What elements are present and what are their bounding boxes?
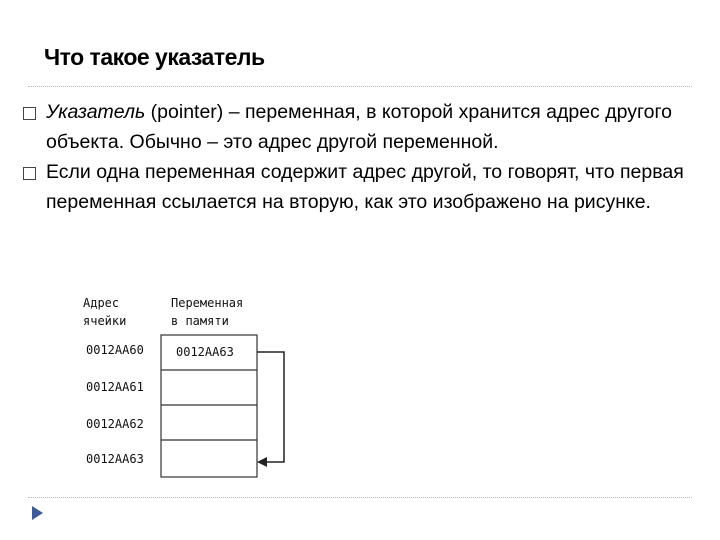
- bullet-reference-explanation: [22, 157, 702, 217]
- slide-title: Что такое указатель: [44, 44, 265, 70]
- memory-cell-value: 0012AA63: [176, 345, 234, 359]
- checkbox-square-icon: [23, 167, 36, 180]
- bullet-text: (pointer) – переменная, в которой хранится адрес другого объекта. Обычно – это адрес другой переменной.: [46, 101, 673, 153]
- bullet-text: Если одна переменная содержит адрес другой, то говорят, что первая переменная ссылается на вторую, как это изображено на рисунке.: [46, 161, 684, 213]
- memory-block: [161, 335, 257, 477]
- footer-divider: [28, 497, 692, 498]
- address-header-line-1: Адрес: [83, 296, 120, 310]
- arrow-head-icon: [257, 457, 267, 467]
- play-triangle-icon[interactable]: [30, 505, 44, 521]
- title-divider: [28, 86, 692, 87]
- checkbox-square-icon: [23, 107, 36, 120]
- slide-body: [22, 97, 702, 217]
- address-label: 0012AA60: [86, 343, 144, 357]
- address-label: 0012AA62: [86, 417, 144, 431]
- memory-header-line-2: в памяти: [171, 314, 229, 328]
- address-label: 0012AA63: [86, 452, 144, 466]
- address-label: 0012AA61: [86, 380, 144, 394]
- memory-header-line-1: Переменная: [171, 296, 244, 310]
- term-pointer: Указатель: [46, 101, 146, 123]
- bullet-pointer-definition: [22, 97, 702, 157]
- address-header-line-2: ячейки: [83, 314, 127, 328]
- pointer-arrow: [257, 352, 284, 462]
